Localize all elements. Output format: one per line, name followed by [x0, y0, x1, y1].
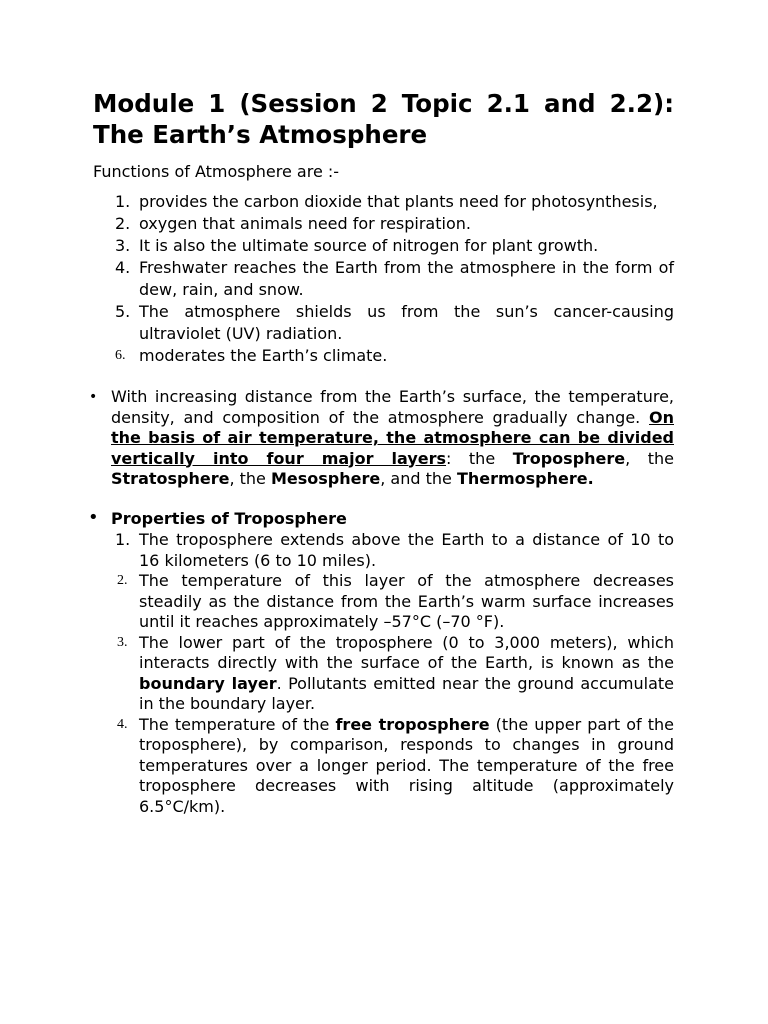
functions-list	[93, 191, 674, 367]
item-text: oxygen that animals need for respiration.	[139, 214, 471, 233]
bullet-icon: •	[88, 506, 99, 528]
term-boundary-layer: boundary layer	[139, 673, 277, 693]
item-text: The temperature of the	[139, 714, 336, 734]
item-text: provides the carbon dioxide that plants need for photosynthesis,	[139, 192, 658, 211]
item-number: 3.	[117, 634, 128, 650]
item-number: 4.	[115, 258, 131, 277]
term-free-troposphere: free troposphere	[335, 714, 490, 734]
list-item	[93, 571, 674, 633]
list-item	[93, 257, 674, 301]
item-text: . Pollutants emitted near the ground accumulate in the boundary layer.	[139, 673, 674, 713]
item-number: 3.	[115, 236, 131, 255]
list-item	[93, 530, 674, 571]
bullet-atmosphere-layers	[89, 387, 674, 490]
layer-name: Thermosphere.	[456, 469, 594, 488]
layer-name: Stratosphere	[111, 469, 230, 488]
item-text: The lower part of the troposphere (0 to 3,000 meters), which interacts directly with the surface of the Earth, is known as the	[139, 632, 674, 672]
emphasis-text: On the basis of air temperature, the atmosphere can be divided vertically into four major layers	[111, 407, 674, 468]
section-heading: Properties of Troposphere	[111, 508, 347, 528]
list-item	[93, 301, 674, 345]
bullet-icon: •	[89, 389, 98, 405]
item-number: 4.	[117, 716, 128, 732]
item-text: It is also the ultimate source of nitrogen for plant growth.	[139, 236, 599, 255]
item-text: Freshwater reaches the Earth from the atmosphere in the form of dew, rain, and snow.	[139, 258, 674, 299]
troposphere-properties-list	[93, 530, 674, 817]
item-number: 5.	[115, 302, 131, 321]
item-number: 1.	[115, 530, 131, 549]
item-text: The temperature of this layer of the atmosphere decreases steadily as the distance from the Earth’s warm surface increases until it reaches approximately –57°C (–70 °F).	[139, 571, 674, 631]
page-title: Module 1 (Session 2 Topic 2.1 and 2.2): The Earth’s Atmosphere	[93, 89, 674, 149]
paragraph-text: , and the	[380, 469, 457, 488]
list-item	[93, 213, 674, 235]
list-item	[93, 633, 674, 715]
bullet-troposphere	[88, 506, 674, 530]
document-page	[88, 88, 675, 817]
item-number: 6.	[115, 348, 126, 363]
item-number: 2.	[117, 573, 128, 588]
paragraph-text: , the	[229, 469, 271, 488]
functions-intro: Functions of Atmosphere are :-	[93, 162, 340, 181]
item-number: 2.	[115, 214, 131, 233]
item-number: 1.	[115, 192, 131, 211]
item-text: The atmosphere shields us from the sun’s cancer-causing ultraviolet (UV) radiation.	[139, 302, 674, 343]
layer-name: Troposphere	[512, 448, 626, 468]
list-item	[93, 191, 674, 213]
list-item	[93, 715, 674, 818]
list-item	[93, 345, 674, 367]
list-item	[93, 235, 674, 257]
paragraph-text: , the	[625, 448, 674, 468]
item-text: The troposphere extends above the Earth to a distance of 10 to 16 kilometers (6 to 10 miles).	[139, 530, 674, 570]
item-text: (the upper part of the troposphere), by comparison, responds to changes in ground temperatures over a longer period. The temperature of the free troposphere decreases with rising altitude (approximately 6.5°C/km).	[139, 714, 675, 816]
paragraph-text: : the	[446, 448, 513, 468]
item-text: moderates the Earth’s climate.	[139, 346, 388, 365]
paragraph-text: With increasing distance from the Earth’s surface, the temperature, density, and composition of the atmosphere gradually change.	[111, 387, 674, 427]
layer-name: Mesosphere	[270, 469, 381, 488]
